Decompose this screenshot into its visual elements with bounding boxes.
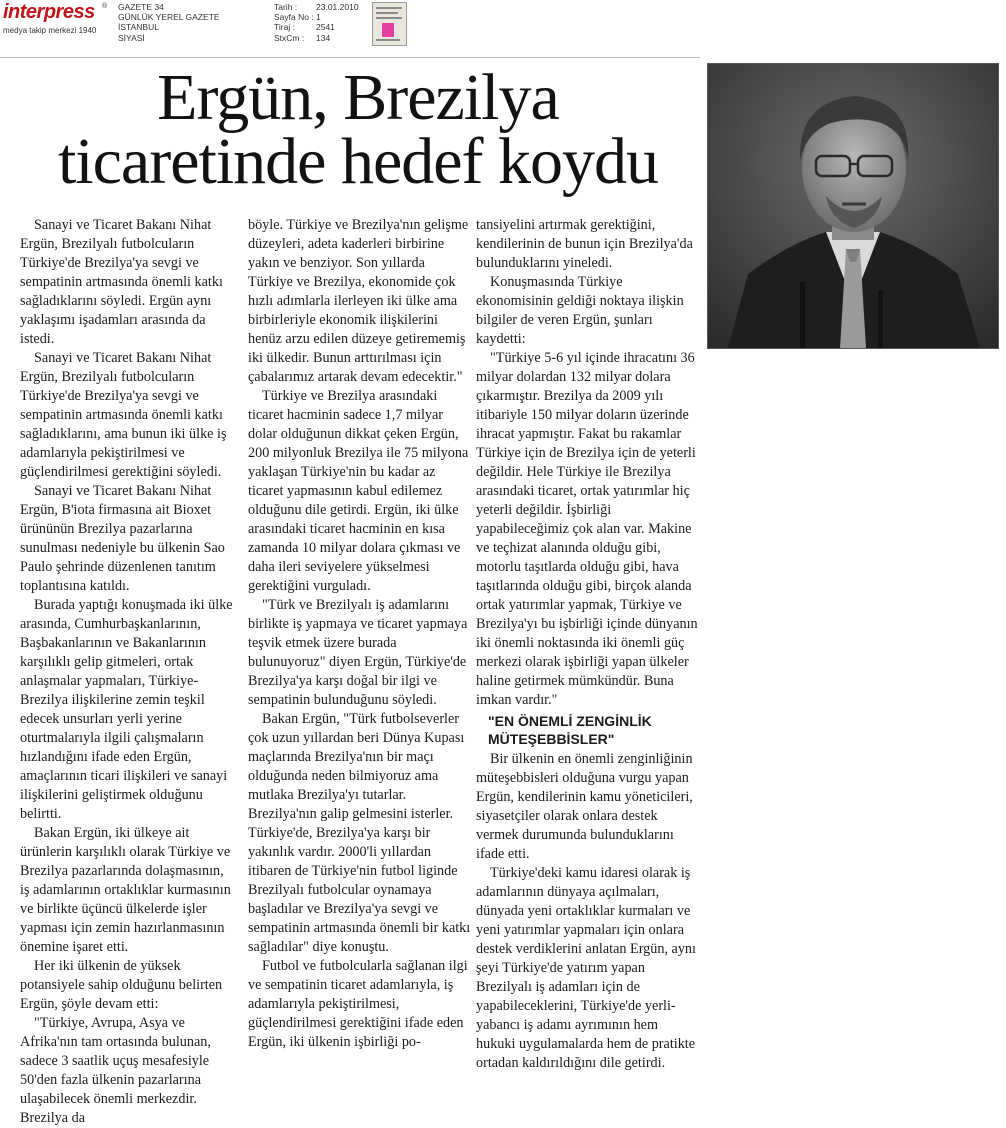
publication-line: İSTANBUL [118,22,159,33]
meta-value: 1 [316,12,321,23]
meta-label: Sayfa No : [274,12,314,23]
article-paragraph: "Türkiye 5-6 yıl içinde ihracatını 36 milyar dolardan 132 milyar dolara çıkarmıştır. Brezilya da 2009 yılı itibariyle 150 milyar doların üzerinde ihracat yapmıştır. Fakat bu rakamlar Türkiye için de Brezilya için de yeterli değildir. Hele Türkiye ile Brezilya arasındaki ticaret, ortak yatırımlar hiç yeterli değildir. İşbirliği yapabileceğimiz çok alan var. Makine ve teçhizat alanında olduğu gibi, motorlu taşıtlarda olduğu gibi, hava taşıtlarında olduğu gibi, birçok alanda ortak yatırımlar yapmak, Türkiye ve Brezilya'yı bu işbirliği içinde dünyanın iki önemli noktasında iki önemli güç merkezi olarak işbirliği yapan ülkeler haline getirmek mümkündür. Buna imkan vardır." [476,350,698,708]
headline-line: ticaretinde hedef koydu [57,125,659,198]
article-paragraph: tansiyelini artırmak gerektiğini, kendilerinin de bunun için Brezilya'da bulunduklarını yineledi. [476,217,693,271]
article-paragraph: Bir ülkenin en önemli zenginliğinin müteşebbisleri olduğuna vurgu yapan Ergün, kendilerinin kamu yöneticileri, siyasetçiler olarak onlara destek vermek durumunda bulunduklarını ifade etti. [476,751,693,862]
portrait-photo [707,63,999,349]
meta-label: Tiraj : [274,22,295,33]
article-headline [18,61,698,198]
article-paragraph: Türkiye'deki kamu idaresi olarak iş adamlarının dünyaya açılmaları, dünyada yeni ortaklıklar kurmaları ve yeni yatırımlar yapmaları için onlara destek verdiklerini anlatan Ergün, aynı şeyi Türkiye'de yatırım yapan Brezilyalı iş adamları için de yapabileceklerini, Türkiye'de yerli-yabancı iş adamı ayrımının hem hukuki uygulamalarda hem de pratikte ortadan kaldırıldığını dile getirdi. [476,865,696,1071]
meta-label: Tarih : [274,2,298,12]
article-paragraph: Bakan Ergün, iki ülkeye ait ürünlerin karşılıklı olarak Türkiye ve Brezilya pazarlarında dolaşmasının, iş adamlarının ortaklıklar kurmasının ve birlikte üçüncü ülkelerde işler yapması için zemin hazırlanmasının önemine işaret etti. [20,825,231,955]
article-paragraph: "Türk ve Brezilyalı iş adamlarını birlikte iş yapmaya ve ticaret yapmaya teşvik etmek üzere burada bulunuyoruz" diyen Ergün, Türkiye'de Brezilya'ya karşı doğal bir ilgi ve sempatinin bulunduğunu söyledi. [248,597,468,708]
article-paragraph: böyle. Türkiye ve Brezilya'nın gelişme düzeyleri, adeta kaderleri birbirine yakın ve benziyor. Son yıllarda Türkiye ve Brezilya, ekonomide çok hızlı adımlarla ilerleyen iki ülke ama birbirleriyle ekonomik ilişkilerini henüz arzu edilen düzeye getirememiş iki ülkedir. Bunun arttırılması için çabalarımız artarak devam edecektir." [248,217,469,385]
portrait-image [708,64,998,348]
highlight-marker [382,23,394,37]
interpress-logo [3,1,113,35]
registered-mark: ® [102,3,108,10]
article-paragraph: Sanayi ve Ticaret Bakanı Nihat Ergün, Brezilyalı futbolcuların Türkiye'de Brezilya'ya sevgi ve sempatinin artmasında önemli katkı sağladıklarını söyledi. Ergün aynı yaklaşımı işadamları arasında da istedi. [20,217,223,347]
article-paragraph: "Türkiye, Avrupa, Asya ve Afrika'nın tam ortasında bulunan, sadece 3 saatlik uçuş mesafesiyle 50'den fazla ülkenin pazarlarına ulaşabilecek önemli merkezdir. Brezilya da [20,1015,211,1126]
logo-tagline: medya takip merkezi 1940 [3,26,97,35]
publication-line: SİYASİ [118,32,145,43]
publication-line: GAZETE 34 [118,2,164,12]
meta-value: 23.01.2010 [316,2,359,12]
divider [0,57,700,58]
article-paragraph: Konuşmasında Türkiye ekonomisinin geldiği noktaya ilişkin bilgiler de veren Ergün, şunları kaydetti: [476,274,684,347]
subheading: "EN ÖNEMLİ ZENGİNLİK MÜTEŞEBBİSLER" [488,713,652,747]
publication-info [118,2,220,43]
article-paragraph: Bakan Ergün, "Türk futbolseverler çok uzun yıllardan beri Dünya Kupası maçlarında Brezilya'nın bir maçı olduğunda neden bilmiyoruz ama mutlaka Brezilya'yı tutarlar. Brezilya'nın galip gelmesini isterler. Türkiye'de, Brezilya'ya karşı bir yakınlık vardır. 2000'li yıllardan itibaren de Türkiye'nin futbol liginde Brezilyalı futbolcular oynamaya başladılar ve Brezilya'ya sevgi ve sempatinin artmasında önemli bir katkı sağladılar" diye konuştu. [248,711,471,955]
article-paragraph: Türkiye ve Brezilya arasındaki ticaret hacminin sadece 1,7 milyar dolar olduğunun dikkat çeken Ergün, 200 milyonluk Brezilya ile 75 milyona yaklaşan Türkiye'nin bu kadar az ticaret yapmasının kabul edilemez olduğunu dile getirdi. Ergün, iki ülke arasındaki ticaret hacminin en kısa zamanda 10 milyar dolara çıkması ve daha ileri seviyelere yükselmesi gerektiğini vurguladı. [248,388,469,594]
publication-line: GÜNLÜK YEREL GAZETE [118,12,220,23]
meta-value: 2541 [316,22,335,33]
logo-wordmark: interpress [3,1,95,23]
clipping-header [0,0,1006,56]
article-paragraph: Sanayi ve Ticaret Bakanı Nihat Ergün, B'iota firmasına ait Bioxet ürününün Brezilya pazarlarına sunulması nedeniyle bu ülkenin Sao Paulo şehrinde düzenlenen tanıtım toplantısına katıldı. [20,483,225,594]
article-paragraph: Burada yaptığı konuşmada iki ülke arasında, Cumhurbaşkanlarının, Başbakanlarının ve Bakanlarının karşılıklı gelip gitmeleri, ortak anlaşmalar yapmaları, Türkiye-Brezilya ilişkilerine zemin teşkil edecek unsurları yerli yerine oturtmalarıyla ilgili çalışmaların hızlandığını ifade eden Ergün, amaçlarının ticari ilişkileri ve sanayi ilişkilerini geliştirmek olduğunu belirtti. [20,597,233,822]
article-column-1 [20,216,234,1126]
article-column-3 [476,216,698,1071]
article-paragraph: Her iki ülkenin de yüksek potansiyele sahip olduğunu belirten Ergün, şöyle devam etti: [20,958,223,1012]
article-paragraph: Sanayi ve Ticaret Bakanı Nihat Ergün, Brezilyalı futbolcuların Türkiye'de Brezilya'ya sevgi ve sempatinin artmasında önemli katkı sağladıklarını, ama bunun iki ülke iş adamlarıyla pekiştirilmesi ve güçlendirilmesi gerektiğini söyledi. [20,350,227,480]
meta-value: 134 [316,32,331,43]
headline-line: Ergün, Brezilya [157,61,559,134]
page-thumbnail [372,2,407,46]
article-column-2 [248,216,472,1050]
meta-label: StxCm : [274,32,305,43]
article-paragraph: Futbol ve futbolcularla sağlanan ilgi ve sempatinin ticaret adamlarıyla, iş adamlarıyla pekiştirilmesi, güçlendirilmesi gerektiğini ifade eden Ergün, iki ülkenin işbirliği po- [248,958,468,1050]
